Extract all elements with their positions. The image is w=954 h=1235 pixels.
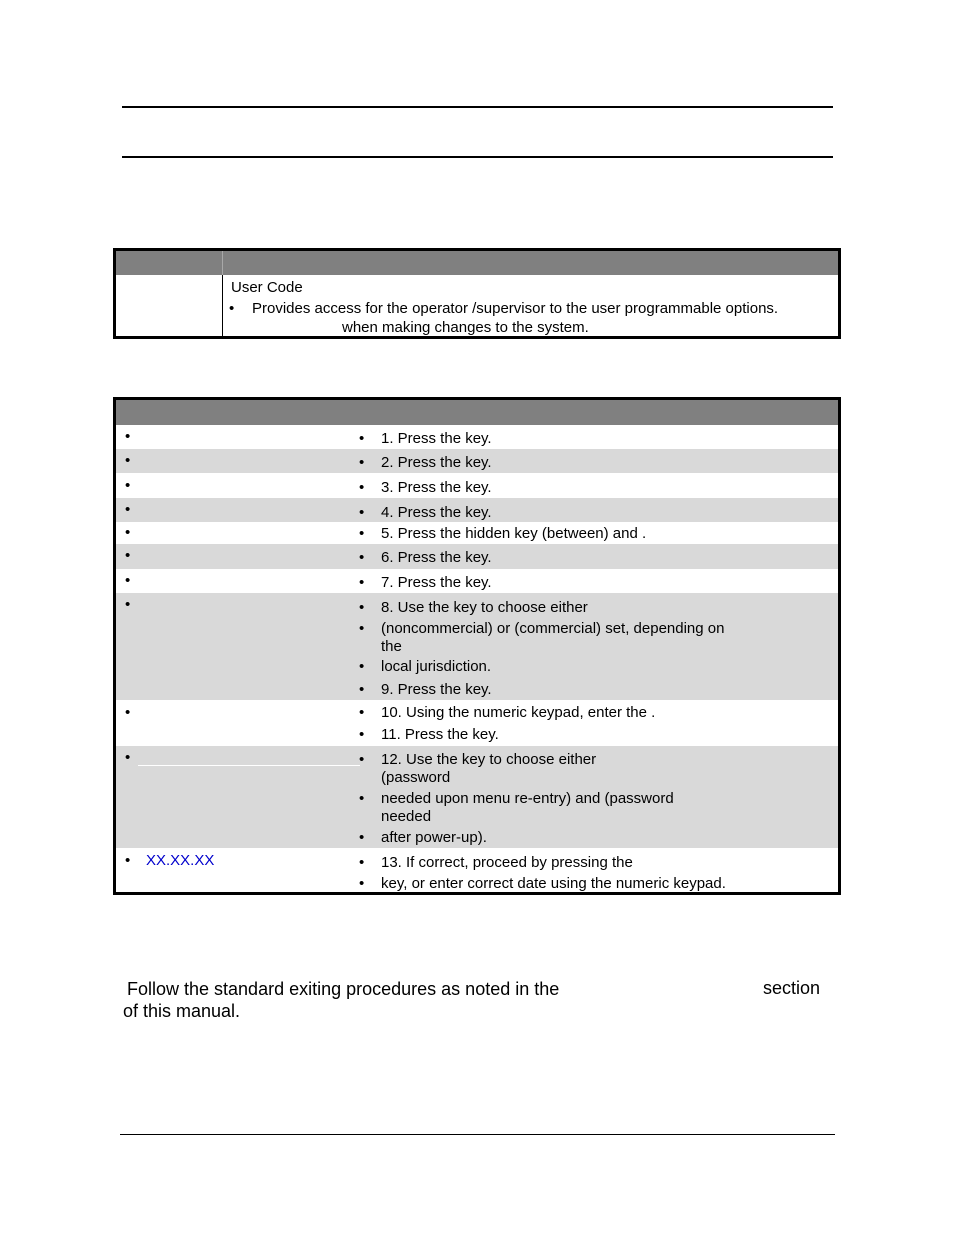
- step-text: 12. Use the key to choose either: [381, 751, 597, 768]
- table-row: [116, 544, 838, 569]
- step-text: 11. Press the key.: [381, 726, 499, 743]
- step-text: (noncommercial) or (commercial) set, depending on: [381, 620, 725, 637]
- user-code-table-header: [116, 251, 838, 275]
- table-row: [116, 498, 838, 522]
- bullet-icon: •: [125, 501, 131, 518]
- step-text: 3. Press the key.: [381, 479, 492, 496]
- header-rule-bottom: [122, 156, 833, 158]
- bullet-icon: •: [359, 525, 365, 542]
- header-rule-top: [122, 106, 833, 108]
- bullet-icon: •: [125, 572, 131, 589]
- step-text: 8. Use the key to choose either: [381, 599, 588, 616]
- bullet-icon: •: [359, 658, 365, 675]
- bullet-icon: •: [359, 681, 365, 698]
- table-row: [116, 848, 838, 892]
- user-code-description: Provides access for the operator /supervisor to the user programmable options.: [252, 300, 779, 317]
- table-row: [116, 449, 838, 473]
- bullet-icon: •: [125, 547, 131, 564]
- step-text: (password: [381, 769, 451, 786]
- user-code-table: [113, 248, 841, 339]
- user-code-continuation: when making changes to the system.: [342, 319, 589, 336]
- exit-instructions: [123, 978, 825, 1022]
- table-row: [116, 569, 838, 593]
- bullet-icon: •: [359, 704, 365, 721]
- table-row: [116, 593, 838, 700]
- step-text: the: [381, 638, 402, 655]
- table-row: [116, 746, 838, 848]
- step-text: 6. Press the key.: [381, 549, 492, 566]
- bullet-icon: •: [359, 504, 365, 521]
- bullet-icon: •: [359, 726, 365, 743]
- step-text: 5. Press the hidden key (between) and .: [381, 525, 647, 542]
- exit-instructions-line1: Follow the standard exiting procedures as noted in the: [127, 979, 560, 999]
- table-row: [116, 425, 838, 449]
- step-text: needed: [381, 808, 432, 825]
- bullet-icon: •: [359, 854, 365, 871]
- step-text: 2. Press the key.: [381, 454, 492, 471]
- procedure-table-header: [116, 400, 838, 425]
- bullet-icon: •: [359, 875, 365, 892]
- step-text: 10. Using the numeric keypad, enter the .: [381, 704, 656, 721]
- bullet-icon: •: [359, 790, 365, 807]
- bullet-icon: •: [359, 479, 365, 496]
- step-text: 9. Press the key.: [381, 681, 492, 698]
- user-code-title: User Code: [231, 279, 303, 296]
- step-text: after power-up).: [381, 829, 487, 846]
- footer-rule: [120, 1134, 835, 1135]
- bullet-icon: •: [229, 300, 235, 317]
- step-text: local jurisdiction.: [381, 658, 492, 675]
- step-text: 13. If correct, proceed by pressing the: [381, 854, 633, 871]
- bullet-icon: •: [125, 596, 131, 613]
- bullet-icon: •: [359, 620, 365, 637]
- bullet-icon: •: [359, 574, 365, 591]
- bullet-icon: •: [125, 477, 131, 494]
- bullet-icon: •: [125, 852, 131, 869]
- step-text: needed upon menu re-entry) and (password: [381, 790, 674, 807]
- section-word: section: [763, 978, 821, 998]
- step-text: 7. Press the key.: [381, 574, 492, 591]
- bullet-icon: •: [125, 452, 131, 469]
- bullet-icon: •: [125, 749, 131, 766]
- bullet-icon: •: [359, 454, 365, 471]
- exit-instructions-line2: of this manual.: [123, 1001, 241, 1021]
- bullet-icon: •: [125, 704, 131, 721]
- step-text: 4. Press the key.: [381, 504, 492, 521]
- user-code-table-body: [116, 275, 838, 336]
- procedure-table: [113, 397, 841, 895]
- bullet-icon: •: [125, 428, 131, 445]
- bullet-icon: •: [359, 829, 365, 846]
- bullet-icon: •: [359, 751, 365, 768]
- date-value: XX.XX.XX: [146, 852, 215, 869]
- bullet-icon: •: [359, 430, 365, 447]
- bullet-icon: •: [125, 524, 131, 541]
- table-row: [116, 473, 838, 498]
- table-row: [116, 700, 838, 746]
- bullet-icon: •: [359, 599, 365, 616]
- bullet-icon: •: [359, 549, 365, 566]
- step-text: key, or enter correct date using the numeric keypad.: [381, 875, 726, 892]
- step-text: 1. Press the key.: [381, 430, 492, 447]
- table-row: [116, 522, 838, 544]
